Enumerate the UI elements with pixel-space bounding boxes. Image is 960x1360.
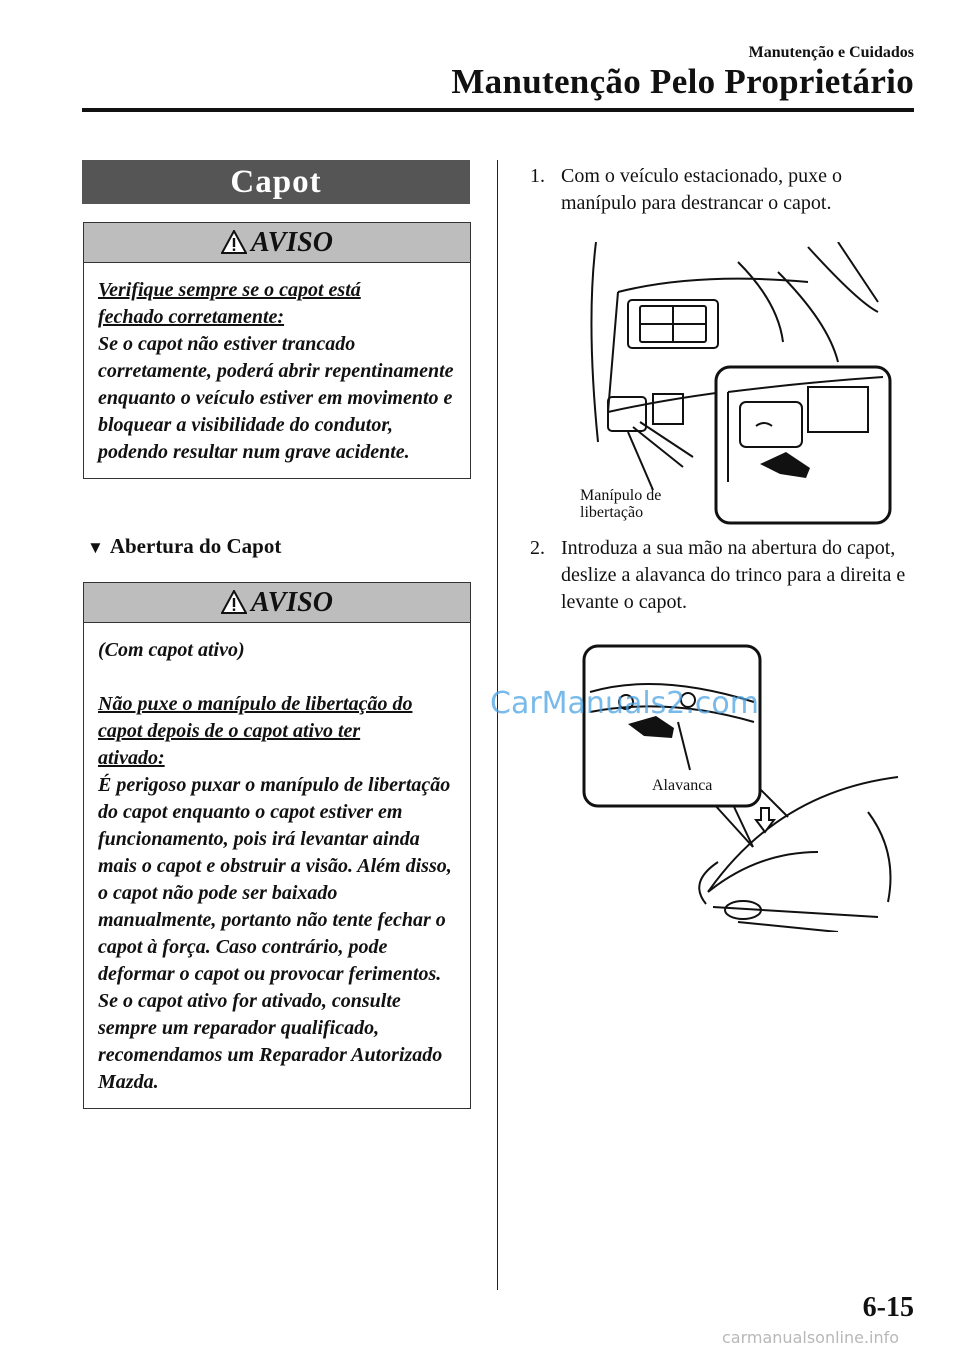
warning-body: É perigoso puxar o manípulo de libertação do capot enquanto o capot estiver em funcionamento, pois irá levantar ainda mais o capot e obstruir a visão. Além disso, o capot não pode ser baixado manualmente, portanto não tente fechar o capot à força. Caso contrário, pode deformar o capot ou provocar ferimentos. Se o capot ativo for ativado, consulte sempre um reparador qualificado, recomendamos um Reparador Autorizado Mazda.: [98, 774, 452, 1093]
subsection-title: Abertura do Capot: [109, 534, 282, 558]
warning-header: [84, 223, 470, 263]
figure1-label-line1: Manípulo de: [580, 487, 662, 504]
warning-body: Se o capot não estiver trancado corretamente, poderá abrir repentinamente enquanto o veículo estiver em movimento e bloquear a visibilidade do condutor, podendo resultar num grave acidente.: [98, 333, 454, 463]
step-number: 2.: [530, 537, 545, 559]
step-text: Com o veículo estacionado, puxe o manípulo para destrancar o capot.: [561, 165, 843, 214]
page-title: Manutenção Pelo Proprietário: [451, 62, 914, 101]
header-rule: [82, 108, 914, 112]
step-2: [530, 535, 916, 616]
step-number: 1.: [530, 165, 545, 187]
column-divider: [497, 160, 498, 1290]
triangle-down-icon: ▼: [87, 538, 104, 557]
warning-lead-line2: fechado corretamente:: [98, 306, 285, 328]
warning-triangle-icon: [221, 230, 247, 254]
footer-watermark: carmanualsonline.info: [722, 1328, 900, 1347]
page-number: 6-15: [862, 1292, 914, 1323]
figure1-label: [580, 487, 661, 521]
warning-header: [84, 583, 470, 623]
warning-lead-line1: Verifique sempre se o capot está: [98, 279, 361, 301]
warning-lead-line1: Não puxe o manípulo de libertação do: [98, 693, 413, 715]
step-text: Introduza a sua mão na abertura do capot, deslize a alavanca do trinco para a direita e levante o capot.: [561, 537, 906, 613]
warning-box-2: [83, 582, 471, 1109]
warning-triangle-icon: [221, 590, 247, 614]
warning-label: AVISO: [251, 587, 333, 618]
warning-condition: (Com capot ativo): [98, 639, 245, 661]
subsection-heading: [87, 534, 281, 559]
step-1: [530, 163, 916, 217]
warning-lead-line2: capot depois de o capot ativo ter: [98, 720, 361, 742]
warning-box-1: [83, 222, 471, 479]
section-title: Capot: [82, 160, 470, 204]
warning-label: AVISO: [251, 227, 333, 258]
figure2-label: Alavanca: [652, 777, 713, 794]
figure1-label-line2: libertação: [580, 504, 644, 521]
chapter-title: Manutenção e Cuidados: [748, 44, 914, 61]
warning-lead-line3: ativado:: [98, 747, 165, 769]
watermark: CarManuals2.com: [490, 686, 760, 721]
